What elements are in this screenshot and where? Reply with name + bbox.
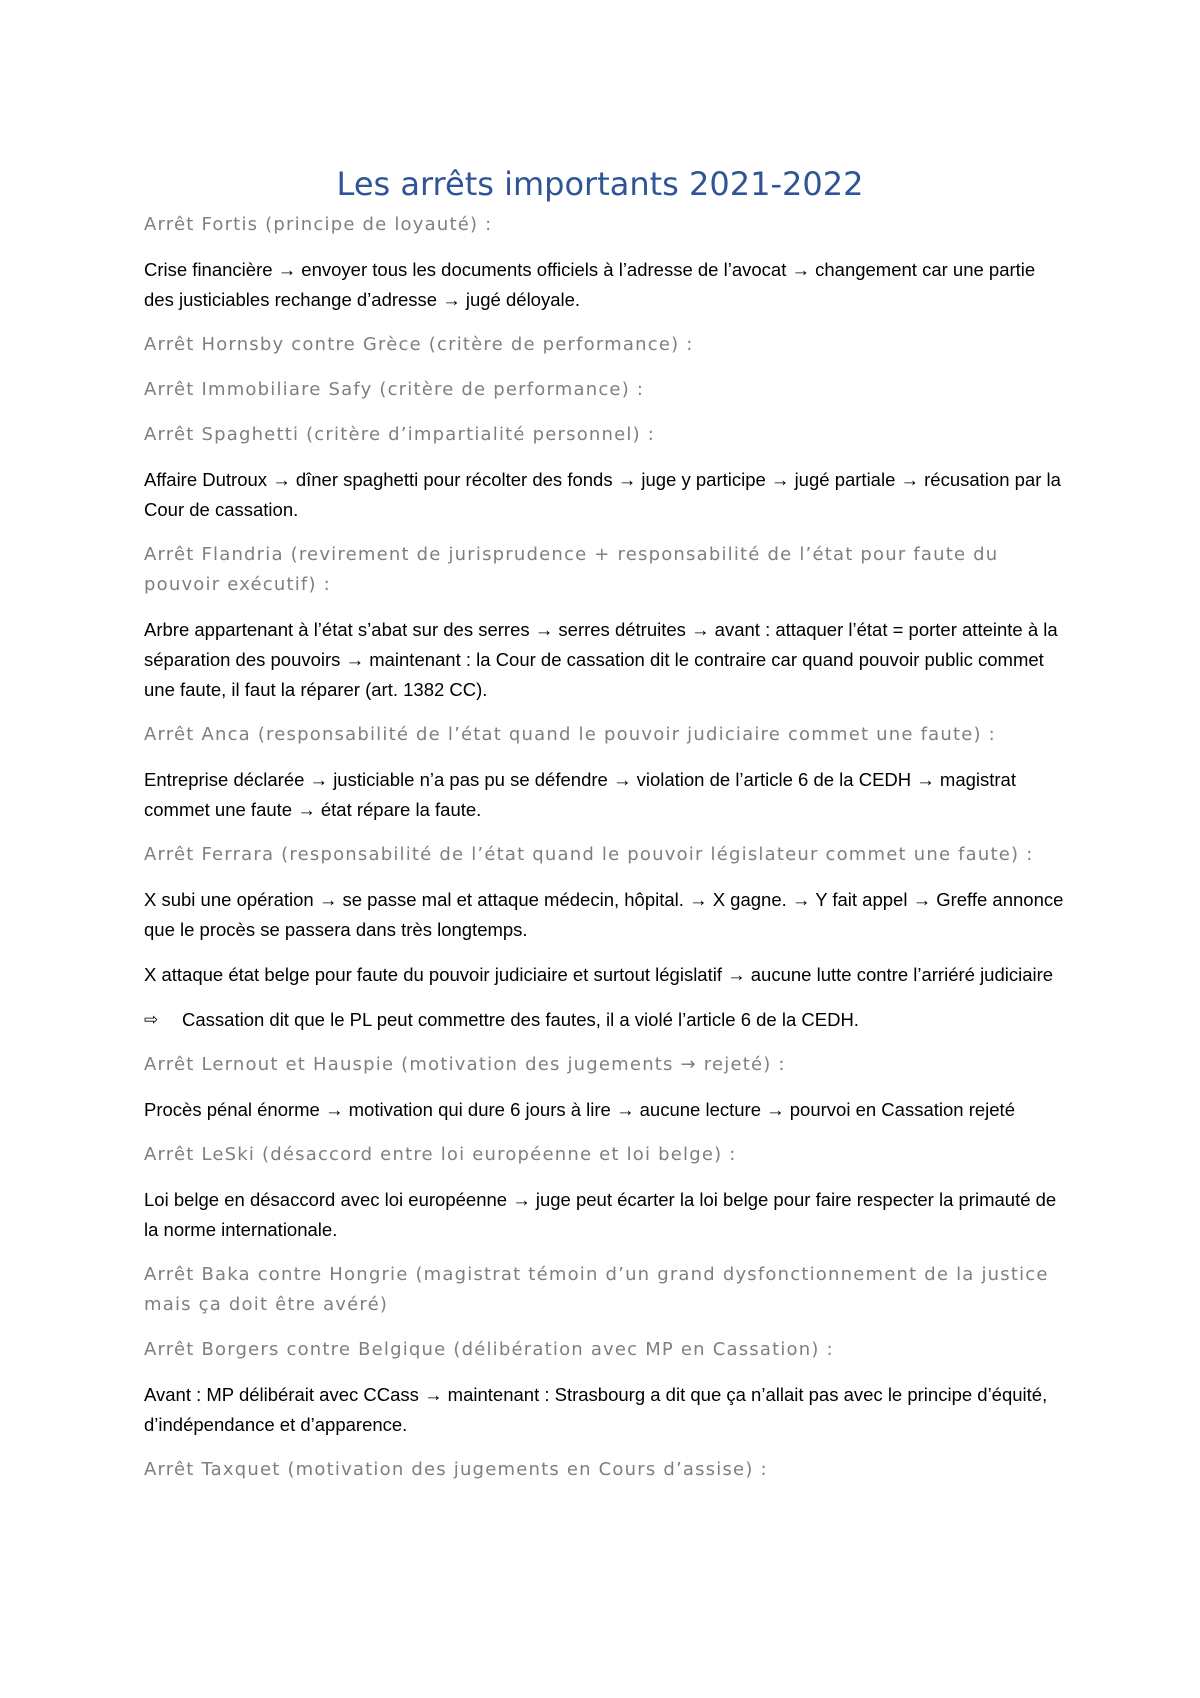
- case-heading: Arrêt Fortis (principe de loyauté) :: [144, 214, 493, 235]
- case-summary: X subi une opération → se passe mal et attaque médecin, hôpital. → X gagne. → Y fait appel → Greffe annonce que le procès se passera dans très longtemps.: [144, 889, 1064, 940]
- document-title: Les arrêts importants 2021-2022: [336, 165, 864, 203]
- bullet-item: [144, 1005, 1068, 1035]
- case-heading: Arrêt Spaghetti (critère d’impartialité personnel) :: [144, 424, 656, 445]
- case-summary: Arbre appartenant à l’état s’abat sur des serres → serres détruites → avant : attaquer l’état = porter atteinte à la séparation des pouvoirs → maintenant : la Cour de cassation dit le contraire car quand pouvoir public commet une faute, il faut la réparer (art. 1382 CC).: [144, 619, 1058, 700]
- case-summary: Crise financière → envoyer tous les documents officiels à l’adresse de l’avocat → changement car une partie des justiciables rechange d’adresse → jugé déloyale.: [144, 259, 1036, 310]
- case-heading: Arrêt Flandria (revirement de jurisprudence + responsabilité de l’état pour faute du pouvoir exécutif) :: [144, 544, 999, 595]
- bullet-text: Cassation dit que le PL peut commettre des fautes, il a violé l’article 6 de la CEDH.: [182, 1009, 859, 1030]
- case-heading: Arrêt Immobiliare Safy (critère de performance) :: [144, 379, 645, 400]
- case-heading: Arrêt Taxquet (motivation des jugements en Cours d’assise) :: [144, 1459, 768, 1480]
- case-summary: Avant : MP délibérait avec CCass → maintenant : Strasbourg a dit que ça n’allait pas avec le principe d’équité, d’indépendance et d’apparence.: [144, 1384, 1048, 1435]
- case-heading: Arrêt Ferrara (responsabilité de l’état quand le pouvoir législateur commet une faute) :: [144, 844, 1034, 865]
- case-heading: Arrêt Anca (responsabilité de l’état quand le pouvoir judiciaire commet une faute) :: [144, 724, 996, 745]
- case-summary: Entreprise déclarée → justiciable n’a pas pu se défendre → violation de l’article 6 de la CEDH → magistrat commet une faute → état répare la faute.: [144, 769, 1016, 820]
- document-body: [144, 210, 1068, 1500]
- case-summary: Loi belge en désaccord avec loi européenne → juge peut écarter la loi belge pour faire respecter la primauté de la norme internationale.: [144, 1189, 1057, 1240]
- case-heading: Arrêt Borgers contre Belgique (délibération avec MP en Cassation) :: [144, 1339, 834, 1360]
- case-summary: Affaire Dutroux → dîner spaghetti pour récolter des fonds → juge y participe → jugé partiale → récusation par la Cour de cassation.: [144, 469, 1061, 520]
- case-heading: Arrêt LeSki (désaccord entre loi européenne et loi belge) :: [144, 1144, 737, 1165]
- case-heading: Arrêt Lernout et Hauspie (motivation des jugements → rejeté) :: [144, 1054, 786, 1075]
- arrow-bullet-icon: ⇨: [144, 1010, 159, 1029]
- case-heading: Arrêt Hornsby contre Grèce (critère de performance) :: [144, 334, 694, 355]
- case-summary: X attaque état belge pour faute du pouvoir judiciaire et surtout législatif → aucune lutte contre l’arriéré judiciaire: [144, 964, 1054, 985]
- case-heading: Arrêt Baka contre Hongrie (magistrat témoin d’un grand dysfonctionnement de la justice mais ça doit être avéré): [144, 1264, 1049, 1315]
- case-summary: Procès pénal énorme → motivation qui dure 6 jours à lire → aucune lecture → pourvoi en Cassation rejeté: [144, 1099, 1015, 1120]
